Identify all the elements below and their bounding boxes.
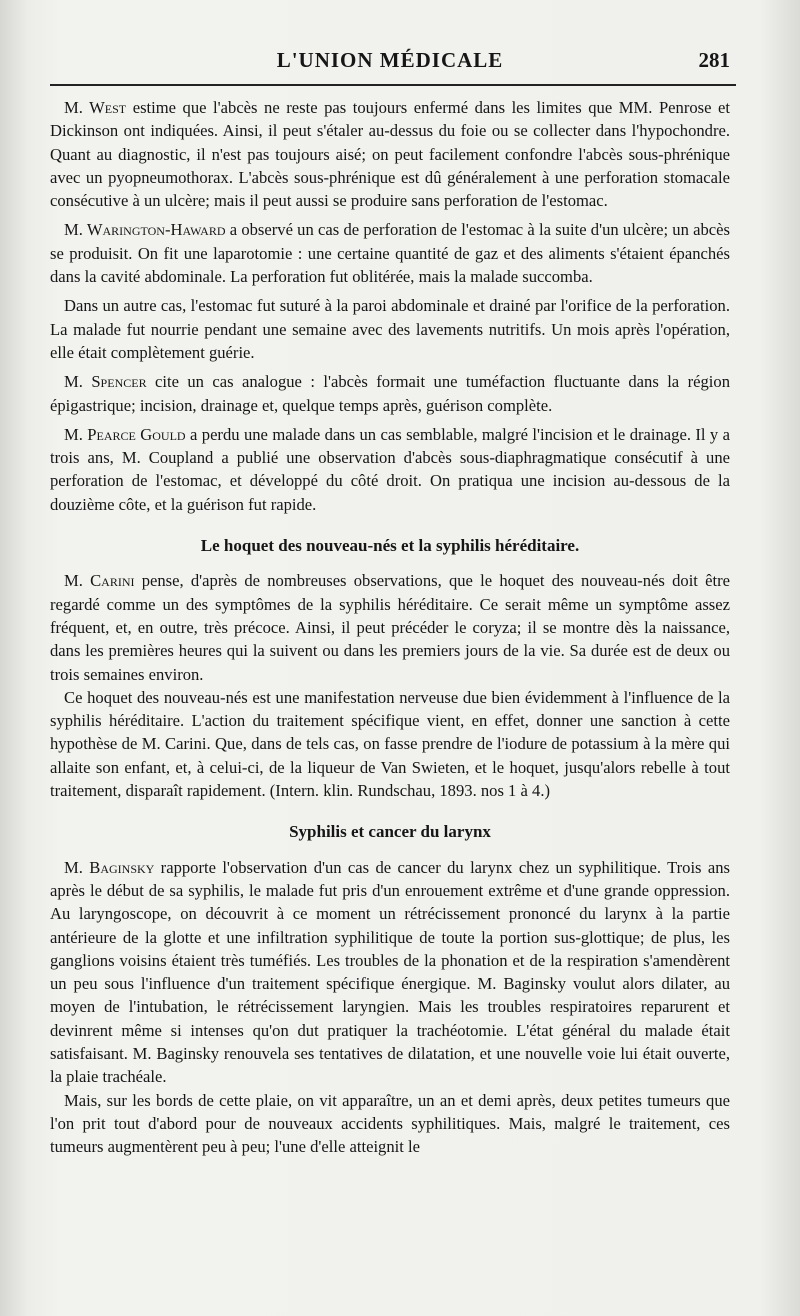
paragraph	[50, 686, 730, 802]
paragraph	[50, 856, 730, 1089]
paragraph-text: estime que l'abcès ne reste pas toujours enfermé dans les limites que MM. Penrose et Dickinson ont indiquées. Ainsi, il peut s'étaler au-dessus du foie ou se collecter dans l'hypochondre. Quant au diagnostic, il n'est pas toujours aisé; on peut facilement confondre l'abcès sous-phrénique avec un pyopneumothorax. L'abcès sous-phrénique est dû généralement à une perforation stomacale consécutive à un ulcère; mais il peut aussi se produire sans perforation de l'estomac.	[50, 98, 731, 211]
paragraph-text: rapporte l'observation d'un cas de cancer du larynx chez un syphilitique. Trois ans après le début de sa syphilis, le malade fut pris d'un enrouement extrême et d'une grande oppression. Au laryngoscope, on découvrit à ce moment un rétrécissement prononcé du larynx à la partie antérieure de la glotte et une infiltration syphilitique de toute la portion sus-glottique; de plus, les ganglions voisins étaient très tuméfiés. Les troubles de la phonation et de la respiration s'amendèrent un peu sous l'influence d'un traitement spécifique énergique. M. Baginsky voulut alors dilater, au moyen de l'intubation, le rétrécissement laryngien. Mais les troubles respiratoires reparurent et devinrent même si intenses qu'on dut pratiquer la trachéotomie. L'état général du malade était satisfaisant. M. Baginsky renouvela ses tentatives de dilatation, et une nouvelle voie lui était ouverte, la plaie trachéale.	[50, 857, 730, 1087]
author-name: M. Carini	[64, 571, 135, 591]
paragraph	[50, 423, 730, 516]
paragraph	[50, 370, 730, 417]
paragraph-text: a perdu une malade dans un cas semblable, malgré l'incision et le drainage. Il y a trois ans, M. Coupland a publié une observation d'abcès sous-diaphragmatique consécutif à une perforation de l'estomac, et développé du côté droit. On pratiqua une incision au-dessous de la douzième côte, et la guérison fut rapide.	[50, 424, 730, 514]
page-header	[50, 44, 730, 80]
paragraph	[50, 1089, 730, 1159]
author-name: M. Baginsky	[64, 857, 155, 877]
paragraph	[50, 294, 730, 364]
author-name: M. Warington-Haward	[64, 220, 226, 240]
paragraph-text: a observé un cas de perforation de l'estomac à la suite d'un ulcère; un abcès se produisit. On fit une laparotomie : une certaine quantité de gaz et des aliments s'étaient épanchés dans la cavité abdominale. La perforation fut oblitérée, mais la malade succomba.	[50, 220, 730, 287]
paragraph	[50, 569, 730, 685]
header-rule	[50, 84, 736, 86]
paragraph	[50, 218, 730, 288]
paragraph-text: pense, d'après de nombreuses observations, que le hoquet des nouveau-nés doit être regardé comme un des symptômes de la syphilis héréditaire. Ce serait même un symptôme assez fréquent, et, en outre, très précoce. Ainsi, il peut précéder le coryza; il se montre dès la naissance, dans les premières heures qui la suivent ou dans les premiers jours de la vie. Sa durée est de deux ou trois semaines environ.	[50, 571, 730, 684]
page-number: 281	[698, 48, 730, 72]
paragraph-text: cite un cas analogue : l'abcès formait une tuméfaction fluctuante dans la région épigastrique; incision, drainage et, quelque temps après, guérison complète.	[50, 372, 730, 415]
author-name: M. West	[64, 98, 127, 117]
section-title: Syphilis et cancer du larynx	[289, 822, 491, 842]
paragraph-text: Ce hoquet des nouveau-nés est une manifestation nerveuse due bien évidemment à l'influence de la syphilis héréditaire. L'action du traitement spécifique vient, en effet, donner une sanction à cette hypothèse de M. Carini. Que, dans de tels cas, on fasse prendre de l'iodure de potassium à la mère qui allaite son enfant, et, à celui-ci, de la liqueur de Van Swieten, et le hoquet, jusqu'alors rebelle à tout traitement, disparaît rapidement. (Intern. klin. Rundschau, 1893. nos 1 à 4.)	[50, 687, 730, 801]
author-name: M. Spencer	[64, 372, 147, 392]
article-body	[50, 96, 730, 1158]
paragraph-text: Dans un autre cas, l'estomac fut suturé à la paroi abdominale et drainé par l'orifice de la perforation. La malade fut nourrie pendant une semaine avec des lavements nutritifs. Un mois après l'opération, elle était complètement guérie.	[50, 296, 730, 362]
section-title: Le hoquet des nouveau-nés et la syphilis héréditaire.	[200, 536, 580, 556]
running-title: L'UNION MÉDICALE	[276, 48, 504, 72]
author-name: M. Pearce Gould	[64, 424, 186, 444]
paragraph	[50, 96, 730, 212]
paragraph-text: Mais, sur les bords de cette plaie, on vit apparaître, un an et demi après, deux petites tumeurs que l'on prit tout d'abord pour de nouveaux accidents syphilitiques. Mais, malgré le traitement, ces tumeurs augmentèrent peu à peu; l'une d'elle atteignit le	[50, 1090, 730, 1157]
